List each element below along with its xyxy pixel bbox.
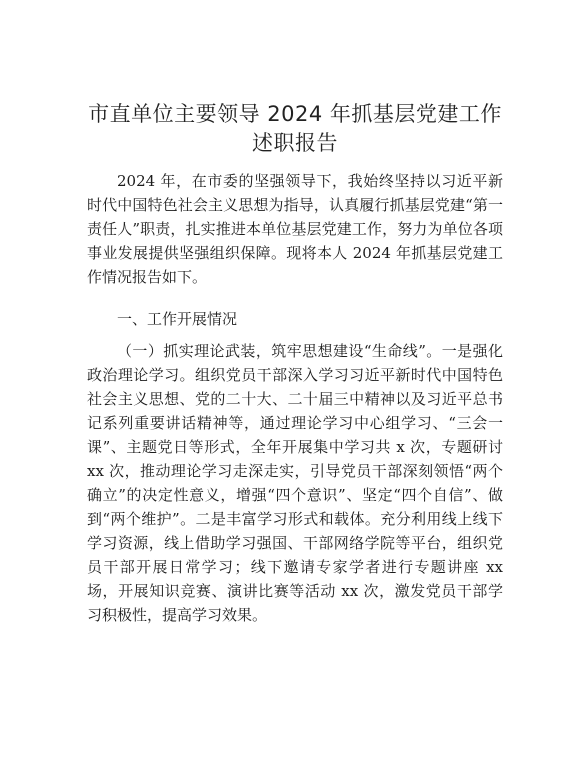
- intro-paragraph: 2024 年，在市委的坚强领导下，我始终坚持以习近平新时代中国特色社会主义思想为指导，认真履行抓基层党建“第一责任人”职责，扎实推进本单位基层党建工作，努力为单位各项事业发展提供坚强组织保障。现将本人 2024 年抓基层党建工作情况报告如下。: [87, 172, 503, 286]
- section-heading: 一、工作开展情况: [117, 310, 238, 328]
- subsection-paragraph: （一）抓实理论武装，筑牢思想建设“生命线”。一是强化政治理论学习。组织党员干部深入学习习近平新时代中国特色社会主义思想、党的二十大、二十届三中精神以及习近平总书记系列重要讲话精神等，通过理论学习中心组学习、“三会一课”、主题党日等形式，全年开展集中学习共 x 次，专题研讨 xx 次，推动理论学习走深走实，引导党员干部深刻领悟“两个确立”的决定性意义，增强“四个意识”、坚定“四个自信”、做到“两个维护”。二是丰富学习形式和载体。充分利用线上线下学习资源，线上借助学习强国、干部网络学院等平台，组织党员干部开展日常学习；线下邀请专家学者进行专题讲座 xx 场，开展知识竞赛、演讲比赛等活动 xx 次，激发党员干部学习积极性，提高学习效果。: [87, 342, 503, 624]
- document-title: 市直单位主要领导 2024 年抓基层党建工作述职报告: [88, 102, 502, 155]
